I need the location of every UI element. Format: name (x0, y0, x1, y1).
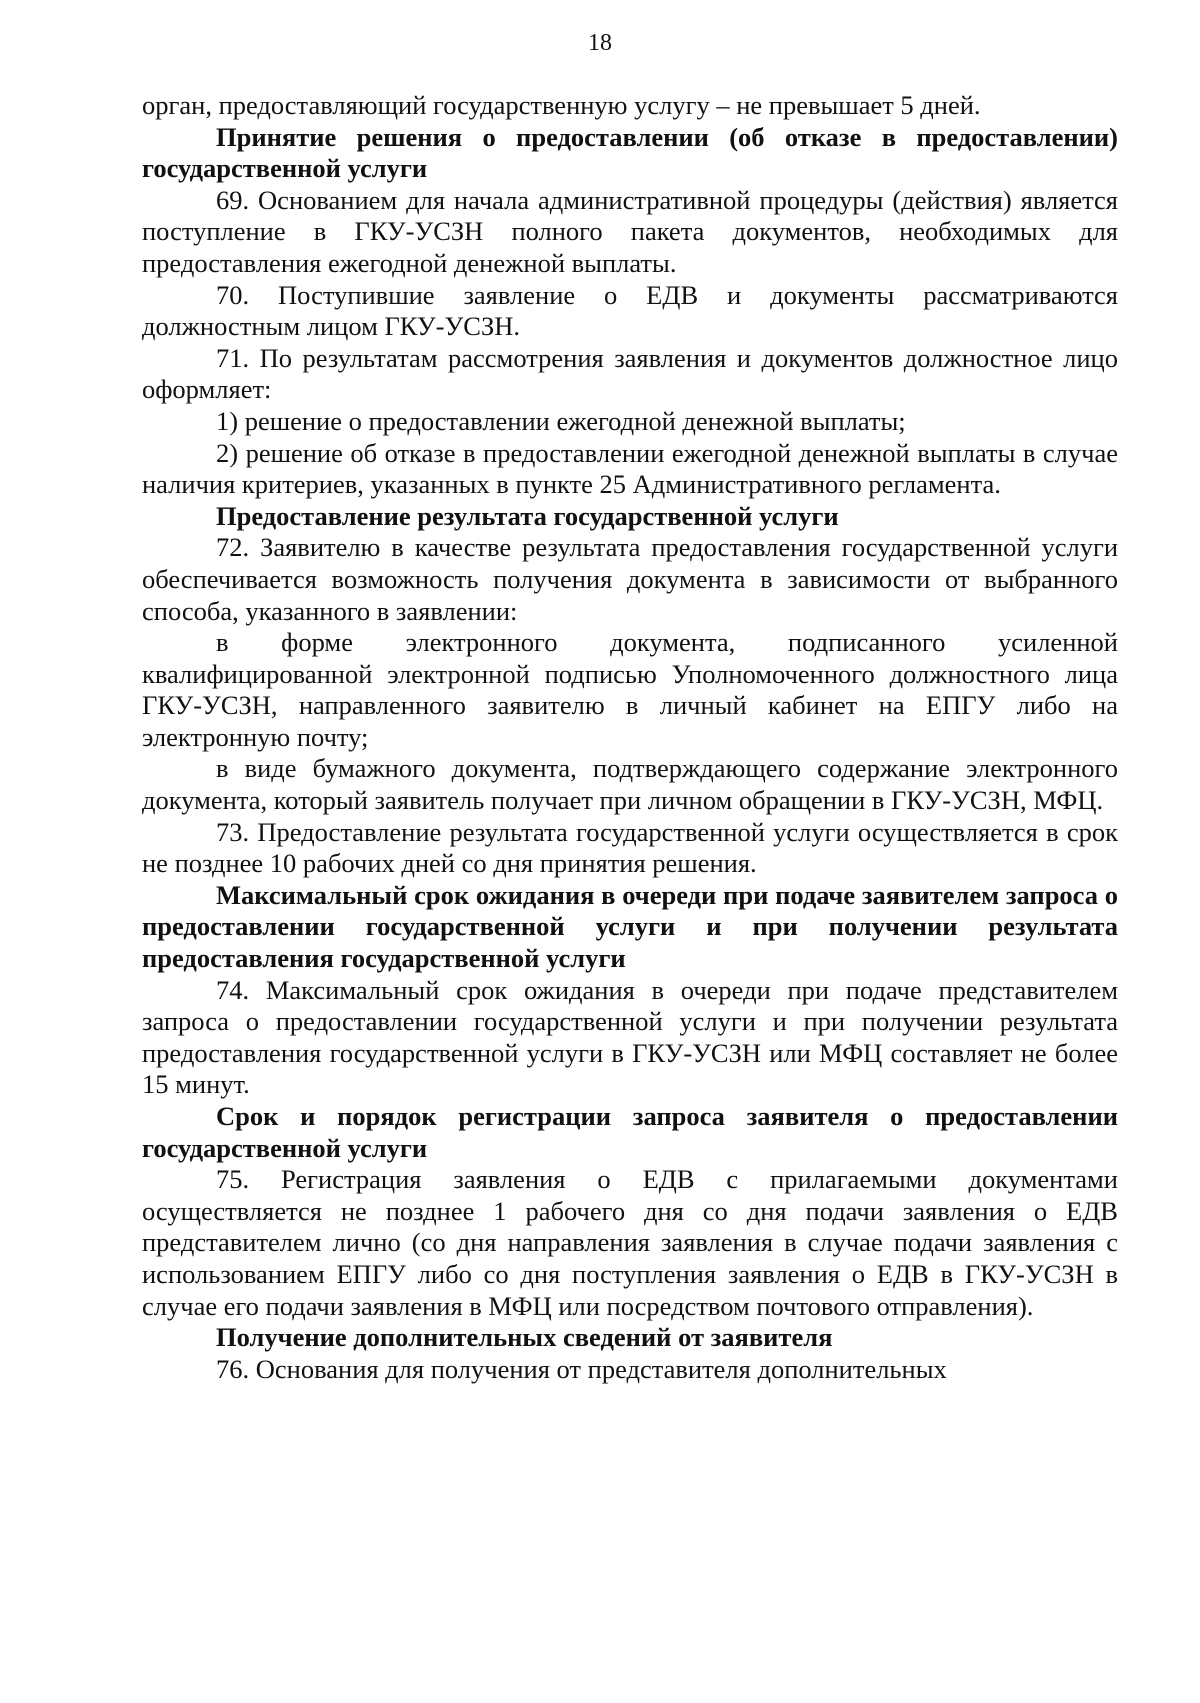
list-item: в виде бумажного документа, подтверждающего содержание электронного документа, который заявитель получает при личном обращении в ГКУ-УСЗН, МФЦ. (142, 753, 1118, 816)
paragraph: 71. По результатам рассмотрения заявления и документов должностное лицо оформляет: (142, 342, 1118, 405)
section-heading: Получение дополнительных сведений от заявителя (216, 1322, 833, 1353)
paragraph: 69. Основанием для начала административной процедуры (действия) является поступление в ГКУ-УСЗН полного пакета документов, необходимых для предоставления ежегодной денежной выплаты. (142, 184, 1118, 278)
paragraph: 70. Поступившие заявление о ЕДВ и документы рассматриваются должностным лицом ГКУ-УСЗН. (142, 279, 1118, 342)
document-body (142, 90, 1118, 1385)
list-item: 2) решение об отказе в предоставлении ежегодной денежной выплаты в случае наличия критериев, указанных в пункте 25 Административного регламента. (142, 437, 1118, 500)
paragraph: 72. Заявителю в качестве результата предоставления государственной услуги обеспечивается возможность получения документа в зависимости от выбранного способа, указанного в заявлении: (142, 532, 1118, 626)
paragraph: 75. Регистрация заявления о ЕДВ с прилагаемыми документами осуществляется не позднее 1 рабочего дня со дня подачи заявления о ЕДВ представителем лично (со дня направления заявления в случае подачи заявления с использованием ЕПГУ либо со дня поступления заявления о ЕДВ в ГКУ-УСЗН в случае его подачи заявления в МФЦ или посредством почтового отправления). (142, 1164, 1118, 1321)
section-heading: Предоставление результата государственной услуги (216, 500, 839, 531)
section-heading: Максимальный срок ожидания в очереди при подаче заявителем запроса о предоставлении государственной услуги и при получении результата предоставления государственной услуги (142, 879, 1118, 974)
paragraph: орган, предоставляющий государственную услугу – не превышает 5 дней. (142, 90, 981, 120)
page-number: 18 (588, 30, 612, 56)
section-heading: Срок и порядок регистрации запроса заявителя о предоставлении государственной услуги (142, 1101, 1118, 1163)
section-heading: Принятие решения о предоставлении (об отказе в предоставлении) государственной услуги (142, 121, 1118, 184)
paragraph: 74. Максимальный срок ожидания в очереди при подаче представителем запроса о предоставлении государственной услуги и при получении результата предоставления государственной услуги в ГКУ-УСЗН или МФЦ составляет не более 15 минут. (142, 974, 1118, 1100)
paragraph: 76. Основания для получения от представителя дополнительных (216, 1353, 947, 1384)
list-item: 1) решение о предоставлении ежегодной денежной выплаты; (216, 405, 906, 436)
list-item: в форме электронного документа, подписанного усиленной квалифицированной электронной подписью Уполномоченного должностного лица ГКУ-УСЗН, направленного заявителю в личный кабинет на ЕПГУ либо на электронную почту; (142, 627, 1118, 752)
paragraph: 73. Предоставление результата государственной услуги осуществляется в срок не позднее 10 рабочих дней со дня принятия решения. (142, 816, 1118, 879)
